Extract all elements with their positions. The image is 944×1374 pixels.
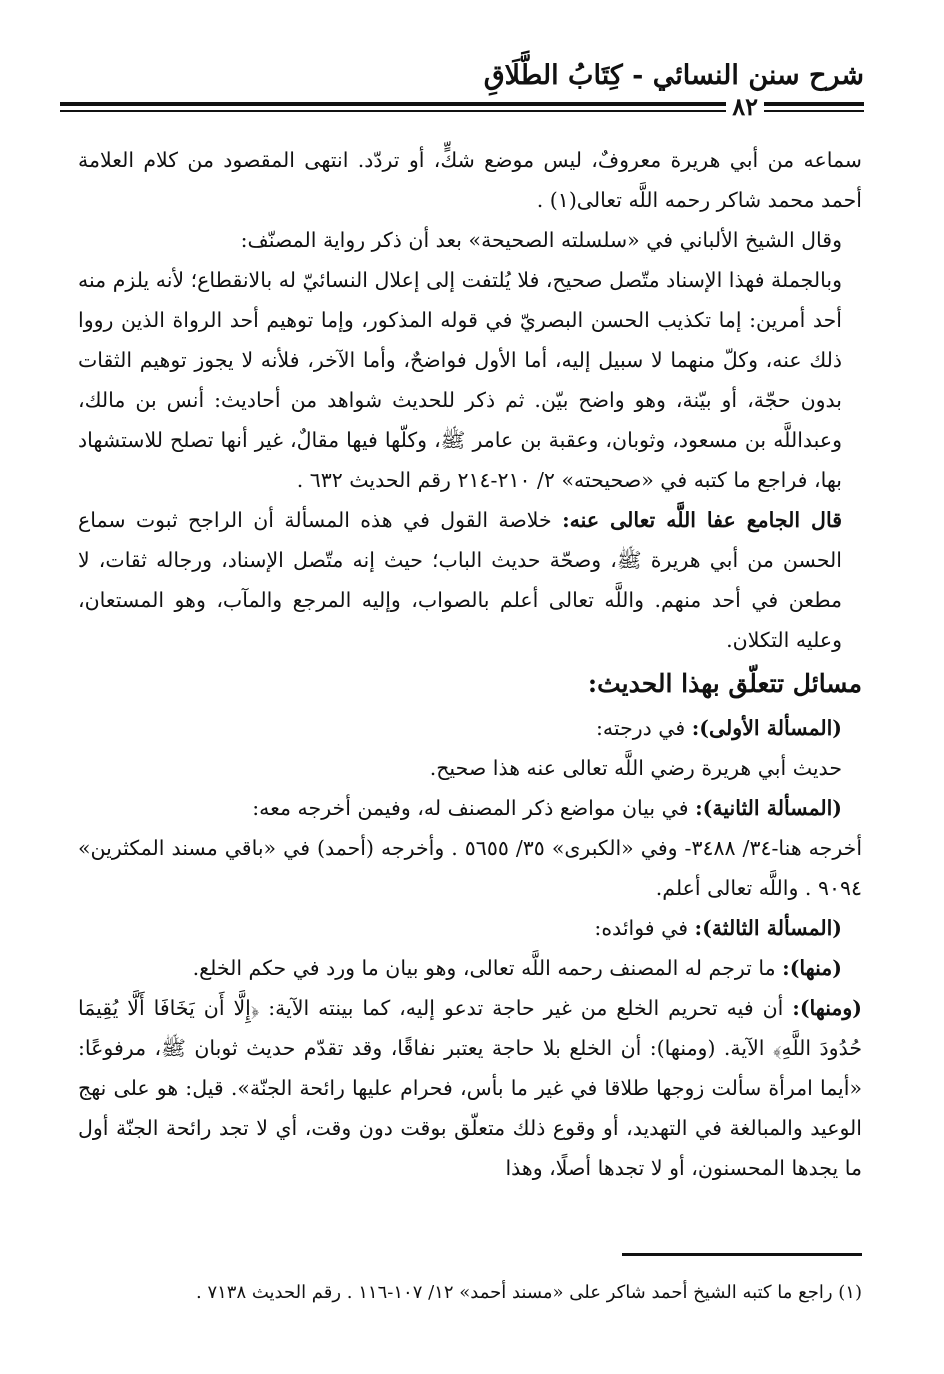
paragraph-text: في فوائده: (594, 916, 695, 940)
paragraph-text: سماعه من أبي هريرة معروفٌ، ليس موضع شكٍّ، أو تردّد. انتهى المقصود من كلام العلامة أحمد محمد شاكر رحمه اللَّه تعالى(١) . (78, 148, 862, 212)
paragraph-lead: قال الجامع عفا اللَّه تعالى عنه: (562, 508, 842, 532)
paragraph (78, 908, 862, 948)
paragraph (78, 988, 862, 1188)
paragraph-text: أخرجه هنا-٣٤/ ٣٤٨٨- وفي «الكبرى» ٣٥/ ٥٦٥٥ . وأخرجه (أحمد) في «باقي مسند المكثرين» ٩٠٩٤ . واللَّه تعالى أعلم. (78, 836, 863, 900)
paragraph (78, 948, 862, 988)
paragraph (78, 220, 862, 260)
paragraph (78, 260, 862, 500)
paragraph (78, 788, 862, 828)
paragraph-text: أن فيه تحريم الخلع من غير حاجة تدعو إليه، كما بينته الآية: ﴿إِلَّا أَن يَخَافَا أَلَّا يُقِيمَا حُدُودَ اللَّهِ﴾ الآية. (ومنها): أن الخلع بلا حاجة يعتبر نفاقًا، وقد تقدّم حديث ثوبان ﷺ، مرفوعًا: «أيما امرأة سألت زوجها طلاقا في غير ما بأس، فحرام عليها رائحة الجنّة». قيل: هو على نهج الوعيد والمبالغة في التهديد، أو وقوع ذلك متعلّق بوقت دون وقت، أي لا تجد رائحة الجنّة أول ما يجدها المحسنون، أو لا تجدها أصلًا، وهذا (78, 996, 862, 1180)
page-body (78, 140, 862, 1188)
paragraph-lead: (منها): (782, 956, 842, 980)
paragraph (78, 748, 862, 788)
paragraph-text: خلاصة القول في هذه المسألة أن الراجح ثبوت سماع الحسن من أبي هريرة ﷺ، وصحّة حديث الباب؛ حيث إنه متّصل الإسناد، ورجاله ثقات، لا مطعن في أحد منهم. واللَّه تعالى أعلم بالصواب، وإليه المرجع والمآب، وهو المستعان، وعليه التكلان. (78, 508, 842, 652)
page-header (60, 50, 864, 120)
paragraph-text: ما ترجم له المصنف رحمه اللَّه تعالى، وهو بيان ما ورد في حكم الخلع. (192, 956, 783, 980)
paragraph (78, 828, 862, 908)
paragraph-text: وبالجملة فهذا الإسناد متّصل صحيح، فلا يُلتفت إلى إعلال النسائيّ له بالانقطاع؛ لأنه يلزم منه أحد أمرين: إما تكذيب الحسن البصريّ في قوله المذكور، وإما توهيم أحد الرواة الذين رووا ذلك عنه، وكلّ منهما لا سبيل إليه، أما الأول فواضحٌ، وأما الآخر، فلأنه لا يجوز توهيم الثقات بدون حجّة، أو بيّنة، وهو واضح بيّن. ثم ذكر للحديث شواهد من أحاديث: أنس بن مالك، وعبداللَّه بن مسعود، وثوبان، وعقبة بن عامر ﷺ، وكلّها فيها مقالٌ، غير أنها تصلح للاستشهاد بها، فراجع ما كتبه في «صحيحته» ٢/ ٢١٠-٢١٤ رقم الحديث ٦٣٢ . (78, 268, 842, 492)
paragraph-text: في بيان مواضع ذكر المصنف له، وفيمن أخرجه معه: (252, 796, 696, 820)
paragraph-text: حديث أبي هريرة رضي اللَّه تعالى عنه هذا صحيح. (429, 756, 842, 780)
paragraph (78, 708, 862, 748)
footnote: (١) راجع ما كتبه الشيخ أحمد شاكر على «مسند أحمد» ١٢/ ١٠٧-١١٦ . رقم الحديث ٧١٣٨ . (196, 1282, 862, 1303)
paragraph-lead: (المسألة الثالثة): (694, 916, 842, 940)
paragraph-lead: (ومنها): (792, 996, 862, 1020)
footnote-divider (622, 1253, 862, 1256)
paragraph-text: في درجته: (595, 716, 692, 740)
page-number: ٨٢ (726, 92, 764, 121)
paragraph-text: وقال الشيخ الألباني في «سلسلته الصحيحة» بعد أن ذكر رواية المصنّف: (240, 228, 842, 252)
paragraph-lead: (المسألة الثانية): (695, 796, 842, 820)
book-title: شرح سنن النسائي - كِتَابُ الطَّلَاقِ (483, 60, 864, 91)
paragraph (78, 500, 862, 660)
paragraph (78, 140, 862, 220)
section-heading: مسائل تتعلّق بهذا الحديث: (587, 669, 862, 698)
paragraph-lead: (المسألة الأولى): (691, 716, 842, 740)
